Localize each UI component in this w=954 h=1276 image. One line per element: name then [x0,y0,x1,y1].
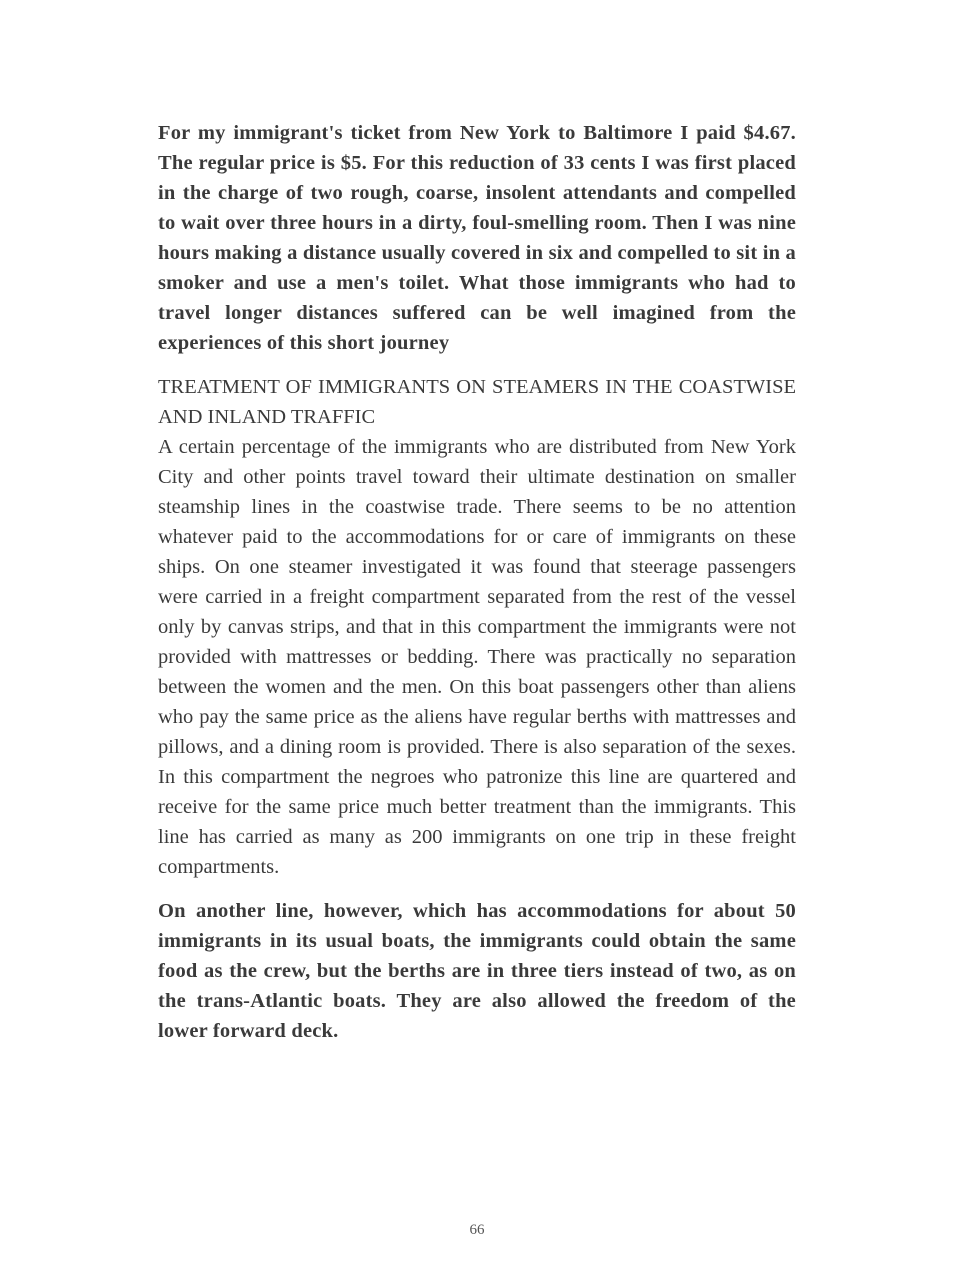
page-number: 66 [469,1222,485,1238]
section-heading: TREATMENT OF IMMIGRANTS ON STEAMERS IN THE COASTWISE AND INLAND TRAFFIC [158,376,796,428]
document-page [158,118,796,1046]
closing-paragraph: On another line, however, which has accommodations for about 50 immigrants in its usual boats, the immigrants could obtain the same food as the crew, but the berths are in three tiers instead of two, as on the trans-Atlantic boats. They are also allowed the freedom of the lower forward deck. [158,900,796,1042]
paragraph-baltimore-ticket: For my immigrant's ticket from New York to Baltimore I paid $4.67. The regular price is $5. For this reduction of 33 cents I was first placed in the charge of two rough, coarse, insolent attendants and compelled to wait over three hours in a dirty, foul-smelling room. Then I was nine hours making a distance usually covered in six and compelled to sit in a smoker and use a men's toilet. What those immigrants who had to travel longer distances suffered can be well imagined from the experiences of this short journey [158,122,796,354]
section-body-paragraph: A certain percentage of the immigrants who are distributed from New York City and other points travel toward their ultimate destination on smaller steamship lines in the coastwise trade. There seems to be no attention whatever paid to the accommodations for or care of immigrants on these ships. On one steamer investigated it was found that steerage passengers were carried in a freight compartment separated from the rest of the vessel only by canvas strips, and that in this compartment the immigrants were not provided with mattresses or bedding. There was practically no separation between the women and the men. On this boat passengers other than aliens who pay the same price as the aliens have regular berths with mattresses and pillows, and a dining room is provided. There is also separation of the sexes. In this compartment the negroes who patronize this line are quartered and receive for the same price much better treatment than the immigrants. This line has carried as many as 200 immigrants on one trip in these freight compartments. [158,436,796,878]
